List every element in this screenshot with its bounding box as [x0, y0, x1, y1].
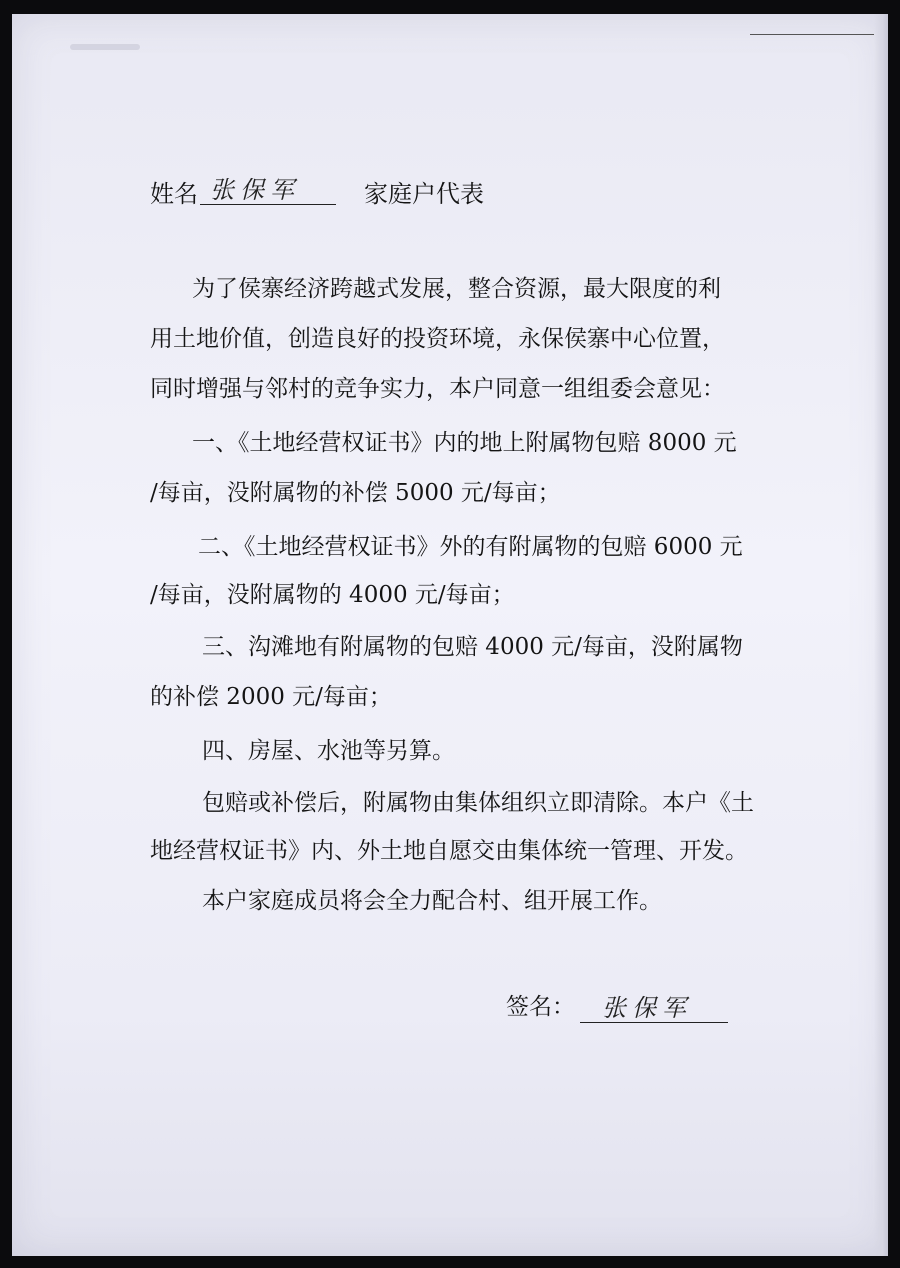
body-line: 的补偿 2000 元/每亩； — [150, 684, 392, 710]
household-representative-label: 家庭户代表 — [364, 180, 484, 208]
handwritten-name: 张保军 — [210, 176, 300, 204]
body-line: 用土地价值，创造良好的投资环境，永保侯寨中心位置， — [150, 326, 725, 352]
body-line: 一、《土地经营权证书》内的地上附属物包赔 8000 元 — [192, 430, 737, 456]
body-line: 本户家庭成员将会全力配合村、组开展工作。 — [202, 888, 662, 914]
body-line: 同时增强与邻村的竞争实力，本户同意一组组委会意见： — [150, 376, 725, 402]
body-line: 三、沟滩地有附属物的包赔 4000 元/每亩，没附属物 — [202, 634, 743, 660]
body-line: 为了侯寨经济跨越式发展，整合资源，最大限度的利 — [192, 276, 721, 302]
name-label: 姓名 — [150, 180, 198, 208]
paper-smudge — [70, 44, 140, 50]
body-line: /每亩，没附属物的 4000 元/每亩； — [150, 582, 515, 608]
handwritten-signature: 张保军 — [602, 994, 692, 1022]
signature-label: 签名： — [506, 994, 575, 1020]
body-line: 二、《土地经营权证书》外的有附属物的包赔 6000 元 — [198, 534, 743, 560]
paper-sheet — [12, 14, 888, 1256]
paper-edge — [874, 14, 888, 1256]
body-line: 四、房屋、水池等另算。 — [202, 738, 455, 764]
body-line: 包赔或补偿后，附属物由集体组织立即清除。本户《土 — [202, 790, 754, 816]
body-line: /每亩，没附属物的补偿 5000 元/每亩； — [150, 480, 561, 506]
body-line: 地经营权证书》内、外土地自愿交由集体统一管理、开发。 — [150, 838, 748, 864]
corner-rule — [750, 34, 874, 35]
